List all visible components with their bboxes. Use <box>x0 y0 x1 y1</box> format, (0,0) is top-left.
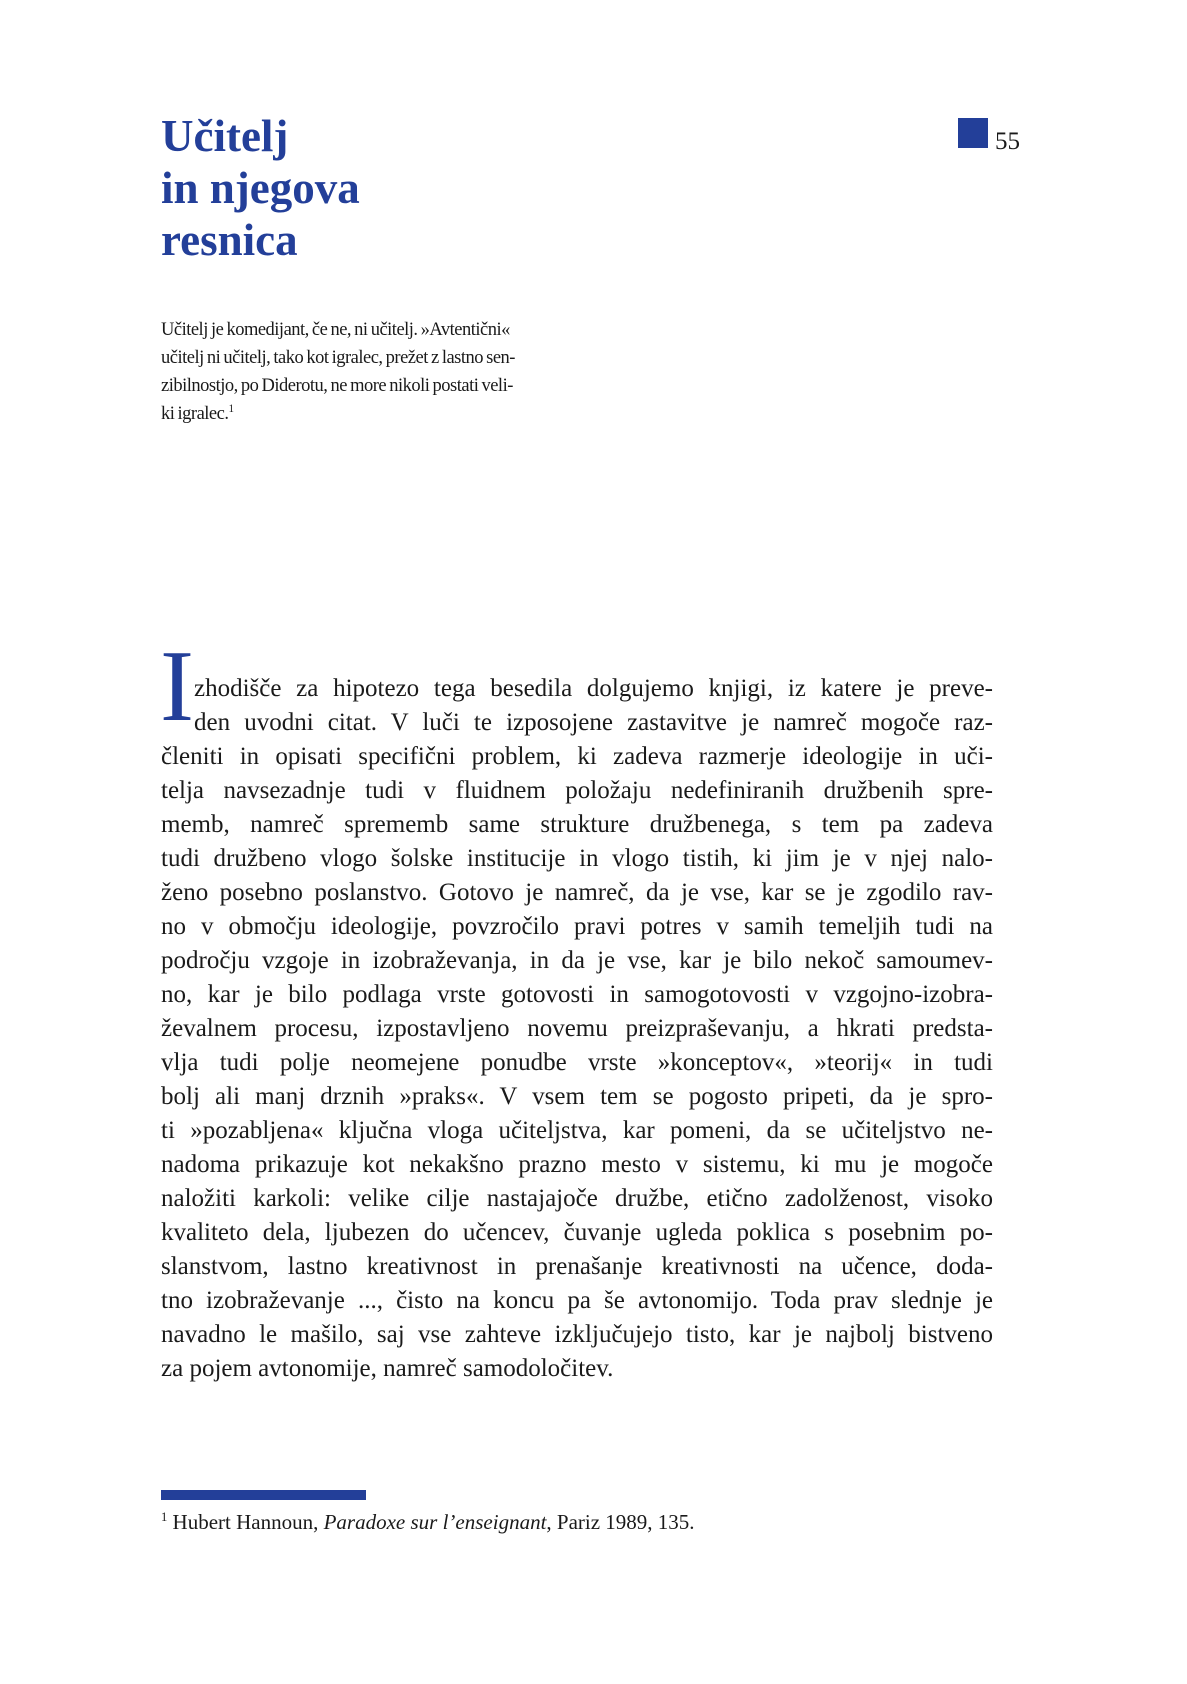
body-line: nadoma prikazuje kot nekakšno prazno mesto v sistemu, ki mu je mogoče <box>161 1151 993 1178</box>
footnote-book-title: Paradoxe sur l’enseignant <box>323 1510 547 1534</box>
body-paragraph <box>161 672 993 1386</box>
body-line: memb, namreč sprememb same strukture družbenega, s tem pa zadeva <box>161 811 993 838</box>
body-line: slanstvom, lastno kreativnost in prenašanje kreativnosti na učence, doda- <box>161 1253 993 1280</box>
footnote <box>161 1508 695 1536</box>
body-line: členiti in opisati specifični problem, ki zadeva razmerje ideologije in uči- <box>161 743 993 770</box>
body-line: ženo posebno poslanstvo. Gotovo je namreč, da je vse, kar se je zgodilo rav- <box>161 879 993 906</box>
epigraph-line-text: ki igralec. <box>161 404 229 424</box>
body-line: telja navsezadnje tudi v fluidnem položaju nedefiniranih družbenih spre- <box>161 777 993 804</box>
footnote-details: , Pariz 1989, 135. <box>546 1510 695 1534</box>
page-number: 55 <box>995 128 1020 155</box>
body-line-last: za pojem avtonomije, namreč samodoločitev. <box>161 1355 614 1382</box>
body-line: tudi družbeno vlogo šolske institucije in vlogo tistih, ki jim je v njej nalo- <box>161 845 993 872</box>
footnote-author: Hubert Hannoun, <box>172 1510 319 1534</box>
body-line: naložiti karkoli: velike cilje nastajajoče družbe, etično zadolženost, visoko <box>161 1185 993 1212</box>
body-line: no v območju ideologije, povzročilo pravi potres v samih temeljih tudi na <box>161 913 993 940</box>
body-line: kvaliteto dela, ljubezen do učencev, čuvanje ugleda poklica s posebnim po- <box>161 1219 993 1246</box>
body-line: tno izobraževanje ..., čisto na koncu pa še avtonomijo. Toda prav slednje je <box>161 1287 993 1314</box>
drop-cap: I <box>160 630 194 743</box>
epigraph-line: Učitelj je komedijant, če ne, ni učitelj. »Avtentični« <box>161 320 510 340</box>
epigraph-line: učitelj ni učitelj, tako kot igralec, prežet z lastno sen- <box>161 348 515 368</box>
chapter-title <box>161 110 360 266</box>
body-line: ti »pozabljena« ključna vloga učiteljstva, kar pomeni, da se učiteljstvo ne- <box>161 1117 993 1144</box>
footnote-reference: 1 <box>228 402 234 415</box>
chapter-title-line: in njegova <box>161 163 360 213</box>
body-line: navadno le mašilo, saj vse zahteve izključujejo tisto, kar je najbolj bistveno <box>161 1321 993 1348</box>
chapter-title-line: Učitelj <box>161 111 289 161</box>
body-line: den uvodni citat. V luči te izposojene zastavitve je namreč mogoče raz- <box>194 709 993 736</box>
epigraph <box>161 316 561 428</box>
epigraph-line-last <box>161 400 561 428</box>
chapter-title-line: resnica <box>161 215 298 265</box>
footnote-marker: 1 <box>161 1510 168 1524</box>
body-line: bolj ali manj drznih »praks«. V vsem tem se pogosto pripeti, da je spro- <box>161 1083 993 1110</box>
body-line: področju vzgoje in izobraževanja, in da je vse, kar je bilo nekoč samoumev- <box>161 947 993 974</box>
page-marker-square <box>958 118 988 148</box>
body-line: zhodišče za hipotezo tega besedila dolgujemo knjigi, iz katere je preve- <box>194 675 993 702</box>
epigraph-line: zibilnostjo, po Diderotu, ne more nikoli postati veli- <box>161 376 513 396</box>
body-line: no, kar je bilo podlaga vrste gotovosti in samogotovosti v vzgojno-izobra- <box>161 981 993 1008</box>
footnote-divider <box>161 1490 366 1500</box>
body-line: ževalnem procesu, izpostavljeno novemu preizpraševanju, a hkrati predsta- <box>161 1015 993 1042</box>
body-line: vlja tudi polje neomejene ponudbe vrste »konceptov«, »teorij« in tudi <box>161 1049 993 1076</box>
